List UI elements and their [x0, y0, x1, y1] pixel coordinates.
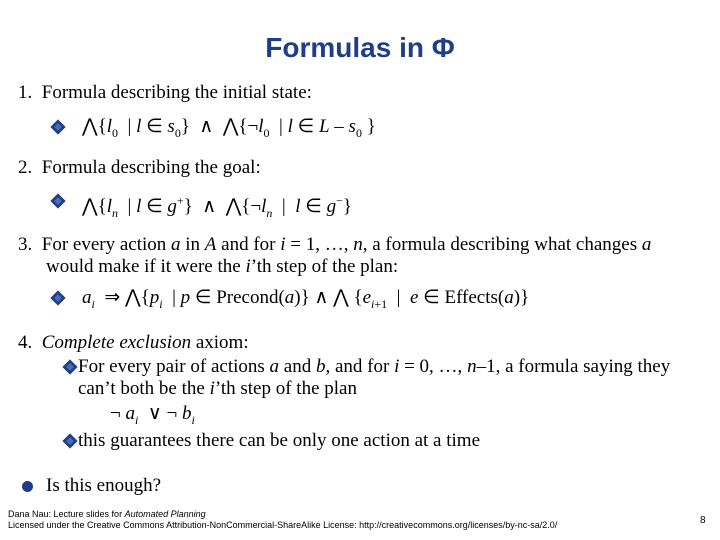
formula-action — [82, 287, 529, 315]
item-4-sub-2: this guarantees there can be only one action at a time — [78, 430, 481, 451]
item-number: 3. — [18, 234, 33, 255]
formula-text: $a_i$ ⇒ $⋀\{p_i$ | p ∈ Precond(a)} ∧ ⋀ {$e_{i+1}$ | e ∈ Effects(a)} — [82, 287, 530, 311]
item-1 — [18, 82, 312, 104]
item-4-sub-1-line-2: can’t both be the i’th step of the plan — [78, 378, 357, 399]
item-3-line-1: 3. For every action a in A and for i = 1, …, n, a formula describing what changes a — [18, 234, 652, 255]
item-4-sub-1-line-1: For every pair of actions a and b, and for i = 0, …, n–1, a formula saying they — [78, 356, 671, 377]
formula-text: $⋀\{l_n$ | l ∈ g+} ∧ $⋀\{\neg l_n$ | l ∈ g−} — [82, 194, 352, 221]
formula-exclusion — [110, 403, 195, 431]
item-text-italic: Complete exclusion — [41, 332, 192, 353]
circle-bullet-icon — [22, 481, 33, 492]
footer-prefix: Dana Nau: Lecture slides for — [8, 509, 125, 519]
slide-title: Formulas in Φ — [265, 32, 455, 63]
page-number: 8 — [700, 515, 706, 526]
footer-line-1 — [8, 509, 206, 520]
footer-italic: Automated Planning — [124, 509, 206, 519]
diamond-bullet-icon — [50, 119, 65, 134]
question: Is this enough? — [46, 475, 162, 496]
item-2 — [18, 157, 261, 179]
item-number: 2. — [18, 157, 33, 178]
diamond-bullet-icon — [62, 433, 77, 448]
footer-line-2: Licensed under the Creative Commons Attribution-NonCommercial-ShareAlike License: http://creativecommons.org/licenses/by-nc-sa/2.0/ — [8, 520, 558, 530]
formula-text: ¬ $a_i$ ∨ ¬ $b_i$ — [110, 403, 195, 427]
item-3-line-2: would make if it were the i’th step of the plan: — [46, 256, 399, 277]
item-4 — [18, 332, 249, 354]
item-number: 1. — [18, 82, 33, 103]
formula-initial-state — [82, 116, 376, 144]
formula-goal — [82, 190, 352, 224]
diamond-bullet-icon — [50, 290, 65, 305]
diamond-bullet-icon — [50, 193, 65, 208]
item-text: Formula describing the goal: — [41, 157, 261, 178]
item-number: 4. — [18, 332, 33, 353]
item-text: Formula describing the initial state: — [41, 82, 312, 103]
item-text: axiom: — [191, 332, 249, 353]
formula-text: $⋀\{l_0$ | l ∈ $s_0$} ∧ $⋀\{\neg l_0$ | l ∈ L – $s_0$ } — [82, 116, 376, 140]
diamond-bullet-icon — [62, 359, 77, 374]
